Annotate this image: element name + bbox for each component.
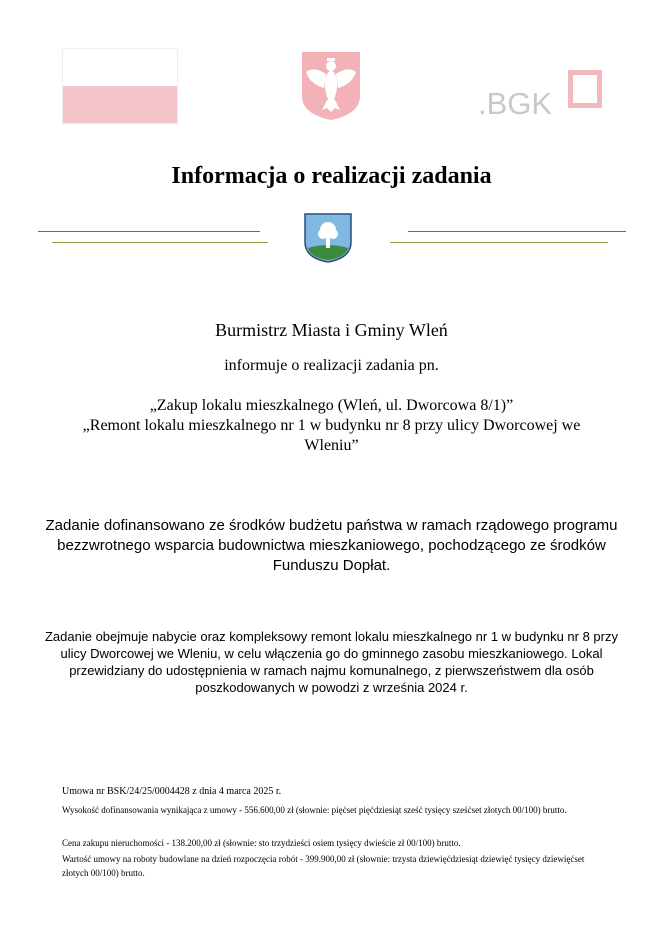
construction-contract-value: Wartość umowy na roboty budowlane na dzień rozpoczęcia robót - 399.900,00 zł (słownie: trzysta dziewięćdziesiąt dziewięć tysięcy dziewięćset złotych 00/100) brutto. <box>62 854 585 878</box>
funding-amount: Wysokość dofinansowania wynikająca z umowy - 556.600,00 zł (słownie: pięćset pięćdziesiąt sześć tysięcy sześćset złotych 00/100) brutto. <box>62 805 567 815</box>
divider-right-blue <box>408 231 626 232</box>
divider-left-green <box>52 242 268 243</box>
polish-flag <box>62 48 178 124</box>
task-name: „Zakup lokalu mieszkalnego (Wleń, ul. Dworcowa 8/1)” <box>149 397 514 414</box>
authority-name: Burmistrz Miasta i Gminy Wleń <box>215 320 448 340</box>
task-scope: Zadanie obejmuje nabycie oraz kompleksowy remont lokalu mieszkalnego nr 1 w budynku nr 8 przy ulicy Dworcowej we Wleniu, w celu włączenia go do gminnego zasobu mieszkaniowego. Lokal przewidziany do udostępnienia w ramach najmu komunalnego, z pierwszeństwem dla osób poszkodowanych w powodzi z września 2024 r. <box>44 629 618 695</box>
bgk-logo-text: .BGK <box>478 86 553 121</box>
informs-text: informuje o realizacji zadania pn. <box>224 357 439 374</box>
divider-left-blue <box>38 231 260 232</box>
page-title: Informacja o realizacji zadania <box>171 163 492 189</box>
task-names <box>60 396 603 456</box>
contract-number: Umowa nr BSK/24/25/0004428 z dnia 4 marca 2025 r. <box>62 786 282 797</box>
wlen-coat-of-arms <box>303 212 353 264</box>
bgk-logo <box>478 70 602 124</box>
divider-right-green <box>390 242 608 243</box>
funding-statement: Zadanie dofinansowano ze środków budżetu państwa w ramach rządowego programu bezzwrotnego wsparcia budownictwa mieszkaniowego, pochodzącego ze środków Funduszu Dopłat. <box>45 517 618 574</box>
polish-eagle-emblem <box>300 50 362 122</box>
purchase-price: Cena zakupu nieruchomości - 138.200,00 zł (słownie: sto trzydzieści osiem tysięcy dwieście zł 00/100) brutto. <box>62 838 461 848</box>
task-name: „Remont lokalu mieszkalnego nr 1 w budynku nr 8 przy ulicy Dworcowej we Wleniu” <box>82 417 581 454</box>
